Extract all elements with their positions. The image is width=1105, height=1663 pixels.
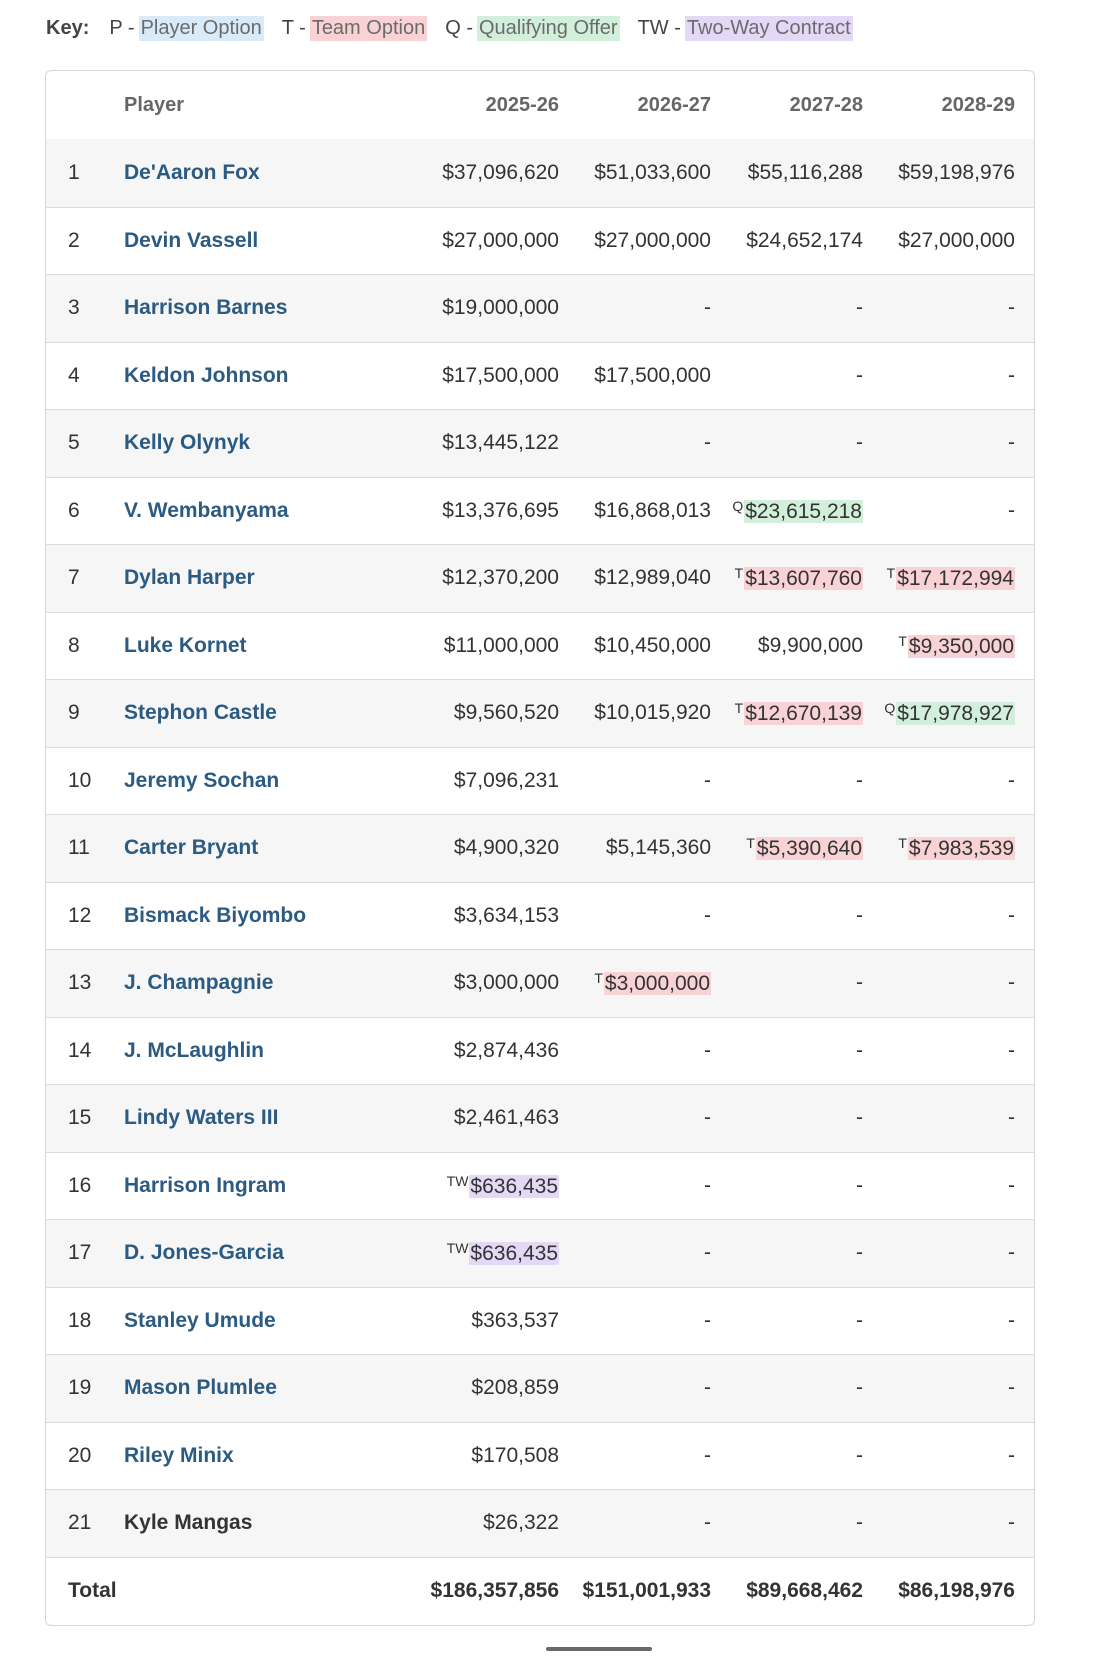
rank-number: 3 xyxy=(68,296,80,320)
salary-cell: - xyxy=(1008,768,1015,792)
salary-cell: $19,000,000 xyxy=(442,296,559,320)
salary-cell: - xyxy=(856,1241,863,1265)
rank-number: 11 xyxy=(68,836,90,860)
key-item-team-option xyxy=(282,16,427,41)
salary-cell: - xyxy=(1008,1173,1015,1197)
table-row xyxy=(46,207,1034,275)
column-header-player[interactable]: Player xyxy=(124,93,185,116)
key-abbr: Q - xyxy=(445,16,473,39)
salary-cell: $16,868,013 xyxy=(594,498,711,522)
salary-cell xyxy=(746,835,863,861)
salary-amount: $9,350,000 xyxy=(908,634,1014,658)
rank-number: 5 xyxy=(68,431,80,455)
salary-cell: - xyxy=(704,768,711,792)
rank-number: 14 xyxy=(68,1038,92,1062)
salary-cell: - xyxy=(1008,363,1015,387)
salary-cell: - xyxy=(1008,1308,1015,1332)
player-link[interactable]: Devin Vassell xyxy=(124,228,259,252)
salary-cell: - xyxy=(856,1443,863,1467)
rank-number: 7 xyxy=(68,566,80,590)
player-link[interactable]: Luke Kornet xyxy=(124,633,247,657)
salary-cell xyxy=(732,498,863,524)
table-row xyxy=(46,1489,1034,1557)
player-link[interactable]: Harrison Ingram xyxy=(124,1173,287,1197)
salary-cell: - xyxy=(704,1241,711,1265)
salary-cell: $3,634,153 xyxy=(453,903,559,927)
key-item-two-way-contract xyxy=(638,16,853,41)
key-abbr: P - xyxy=(109,16,135,39)
salary-cell: - xyxy=(856,431,863,455)
table-row xyxy=(46,477,1034,545)
table-total-row xyxy=(46,1557,1034,1625)
total-value: $86,198,976 xyxy=(898,1579,1015,1602)
total-label: Total xyxy=(68,1579,117,1602)
salary-cell: $27,000,000 xyxy=(594,228,711,252)
player-link[interactable]: Bismack Biyombo xyxy=(124,903,307,927)
table-row xyxy=(46,949,1034,1017)
player-link[interactable]: Stephon Castle xyxy=(124,701,277,725)
salary-cell: $9,560,520 xyxy=(453,701,559,725)
salary-cell: - xyxy=(856,296,863,320)
table-row xyxy=(46,274,1034,342)
salary-cell: $27,000,000 xyxy=(442,228,559,252)
salary-cell: $26,322 xyxy=(483,1511,559,1535)
salary-cell: - xyxy=(856,363,863,387)
table-row xyxy=(46,544,1034,612)
salary-cell: - xyxy=(856,1106,863,1130)
salary-cell: $363,537 xyxy=(471,1308,559,1332)
salary-cell: - xyxy=(856,1173,863,1197)
key-label: Qualifying Offer xyxy=(478,16,618,39)
player-link[interactable]: Kelly Olynyk xyxy=(124,431,251,455)
rank-number: 20 xyxy=(68,1443,92,1467)
key-label: Two-Way Contract xyxy=(686,16,851,39)
table-row xyxy=(46,1354,1034,1422)
player-link[interactable]: J. McLaughlin xyxy=(124,1038,265,1062)
rank-number: 13 xyxy=(68,971,92,995)
salary-cell: - xyxy=(704,1443,711,1467)
salary-cell: - xyxy=(856,1376,863,1400)
contract-tag: T xyxy=(886,565,896,582)
salary-cell: $9,900,000 xyxy=(757,633,863,657)
contract-tag: T xyxy=(898,632,907,649)
salary-amount: $3,000,000 xyxy=(604,972,710,996)
salary-cell: $37,096,620 xyxy=(442,160,559,184)
salary-cell: $10,015,920 xyxy=(594,701,711,725)
salary-cell xyxy=(447,1240,559,1266)
rank-number: 10 xyxy=(68,768,92,792)
salary-cell: $5,145,360 xyxy=(605,836,711,860)
salary-amount: $5,390,640 xyxy=(756,837,862,861)
rank-number: 12 xyxy=(68,903,92,927)
column-header-season[interactable]: 2026-27 xyxy=(637,93,711,116)
salary-cell: - xyxy=(1008,903,1015,927)
salary-cell: $12,370,200 xyxy=(442,566,559,590)
salary-cell: - xyxy=(704,296,711,320)
player-link[interactable]: D. Jones-Garcia xyxy=(124,1241,284,1265)
key-item-qualifying-offer xyxy=(445,16,619,41)
salary-cell: $17,500,000 xyxy=(594,363,711,387)
salary-cell xyxy=(884,700,1015,726)
salary-cell xyxy=(594,970,711,996)
salary-cell: $2,874,436 xyxy=(453,1038,559,1062)
salary-cell: - xyxy=(1008,1241,1015,1265)
salary-cell: $24,652,174 xyxy=(746,228,863,252)
player-link[interactable]: Stanley Umude xyxy=(124,1308,276,1332)
key-label: Team Option xyxy=(311,16,426,39)
salary-cell: $10,450,000 xyxy=(594,633,711,657)
contract-tag: TW xyxy=(446,1172,469,1189)
player-link[interactable]: Jeremy Sochan xyxy=(124,768,280,792)
salary-cell: - xyxy=(704,1308,711,1332)
salary-cell: - xyxy=(704,1376,711,1400)
salary-cell: - xyxy=(856,971,863,995)
salary-cell xyxy=(887,565,1015,591)
contract-tag: T xyxy=(746,835,755,852)
rank-number: 15 xyxy=(68,1106,92,1130)
salary-cell: $13,445,122 xyxy=(442,431,559,455)
contract-tag: T xyxy=(898,835,907,852)
table-body xyxy=(46,139,1034,1557)
key-abbr: T - xyxy=(281,16,306,39)
contract-tag: T xyxy=(734,700,744,717)
salary-cell: - xyxy=(856,1038,863,1062)
total-value: $186,357,856 xyxy=(430,1579,559,1602)
salary-cell: - xyxy=(856,1511,863,1535)
salary-cell: $59,198,976 xyxy=(898,160,1015,184)
salary-cell xyxy=(898,633,1015,659)
salary-cell: - xyxy=(704,431,711,455)
table-row xyxy=(46,747,1034,815)
table-row xyxy=(46,1017,1034,1085)
salary-cell: $17,500,000 xyxy=(442,363,559,387)
table-row xyxy=(46,612,1034,680)
total-value: $89,668,462 xyxy=(746,1579,863,1602)
player-link[interactable]: Riley Minix xyxy=(124,1443,234,1467)
player-link[interactable]: Lindy Waters III xyxy=(124,1106,279,1130)
table-row xyxy=(46,814,1034,882)
rank-number: 9 xyxy=(68,701,80,725)
salary-cell: $27,000,000 xyxy=(898,228,1015,252)
table-row xyxy=(46,139,1034,207)
column-header-season[interactable]: 2027-28 xyxy=(789,93,863,116)
player-link[interactable]: Dylan Harper xyxy=(124,566,255,590)
key-label: Player Option xyxy=(140,16,262,39)
key-legend xyxy=(46,12,871,44)
contract-tag: Q xyxy=(732,497,744,514)
rank-number: 1 xyxy=(68,160,80,184)
player-link[interactable]: V. Wembanyama xyxy=(124,498,289,522)
player-name: Kyle Mangas xyxy=(124,1511,253,1535)
table-row xyxy=(46,342,1034,410)
table-row xyxy=(46,1287,1034,1355)
salary-cell: $51,033,600 xyxy=(594,160,711,184)
rank-number: 19 xyxy=(68,1376,92,1400)
contract-tag: TW xyxy=(446,1240,469,1257)
salary-cell: - xyxy=(704,1173,711,1197)
salary-amount: $636,435 xyxy=(470,1174,558,1198)
salary-cell: - xyxy=(1008,1106,1015,1130)
contract-tag: Q xyxy=(884,700,896,717)
key-abbr: TW - xyxy=(637,16,681,39)
rank-number: 17 xyxy=(68,1241,92,1265)
table-row xyxy=(46,409,1034,477)
salary-amount: $12,670,139 xyxy=(745,702,862,726)
salary-cell: - xyxy=(704,903,711,927)
salary-cell: - xyxy=(856,1308,863,1332)
salary-cell: - xyxy=(1008,1376,1015,1400)
salary-cell xyxy=(898,835,1015,861)
player-link[interactable]: Carter Bryant xyxy=(124,836,259,860)
salary-cell: $2,461,463 xyxy=(453,1106,559,1130)
salary-cell: $7,096,231 xyxy=(453,768,559,792)
rank-number: 2 xyxy=(68,228,80,252)
rank-number: 8 xyxy=(68,633,80,657)
table-row xyxy=(46,882,1034,950)
salary-cell: $208,859 xyxy=(471,1376,559,1400)
salary-amount: $7,983,539 xyxy=(908,837,1014,861)
table-row xyxy=(46,1152,1034,1220)
rank-number: 21 xyxy=(68,1511,92,1535)
salary-table xyxy=(45,70,1035,1626)
key-title: Key: xyxy=(46,16,90,39)
salary-cell: $11,000,000 xyxy=(443,633,559,657)
column-header-season[interactable]: 2025-26 xyxy=(485,93,559,116)
rank-number: 18 xyxy=(68,1308,92,1332)
salary-cell: - xyxy=(1008,971,1015,995)
salary-cell: - xyxy=(704,1106,711,1130)
salary-amount: $23,615,218 xyxy=(745,499,862,523)
salary-cell: - xyxy=(1008,1511,1015,1535)
salary-cell: - xyxy=(1008,1038,1015,1062)
salary-cell: $55,116,288 xyxy=(747,160,863,184)
salary-cell: $170,508 xyxy=(471,1443,559,1467)
contract-tag: T xyxy=(594,970,603,987)
salary-amount: $13,607,760 xyxy=(745,567,862,591)
player-link[interactable]: Mason Plumlee xyxy=(124,1376,277,1400)
salary-cell: $3,000,000 xyxy=(453,971,559,995)
player-link[interactable]: Keldon Johnson xyxy=(124,363,289,387)
key-item-player-option xyxy=(109,16,263,41)
rank-number: 6 xyxy=(68,498,80,522)
salary-cell: - xyxy=(1008,296,1015,320)
salary-cell: - xyxy=(856,903,863,927)
salary-cell: $4,900,320 xyxy=(453,836,559,860)
player-link[interactable]: J. Champagnie xyxy=(124,971,274,995)
table-row xyxy=(46,1084,1034,1152)
total-value: $151,001,933 xyxy=(582,1579,711,1602)
salary-cell xyxy=(735,700,863,726)
salary-cell: - xyxy=(704,1038,711,1062)
salary-cell: - xyxy=(1008,431,1015,455)
contract-tag: T xyxy=(734,565,744,582)
salary-cell xyxy=(735,565,863,591)
table-header-row xyxy=(46,71,1034,139)
salary-amount: $17,978,927 xyxy=(897,702,1014,726)
salary-cell xyxy=(447,1173,559,1199)
table-row xyxy=(46,1219,1034,1287)
salary-cell: $12,989,040 xyxy=(594,566,711,590)
table-row xyxy=(46,1422,1034,1490)
salary-cell: $13,376,695 xyxy=(442,498,559,522)
scroll-indicator xyxy=(546,1647,652,1651)
player-link[interactable]: Harrison Barnes xyxy=(124,296,288,320)
rank-number: 4 xyxy=(68,363,80,387)
salary-cell: - xyxy=(1008,498,1015,522)
salary-cell: - xyxy=(704,1511,711,1535)
rank-number: 16 xyxy=(68,1173,92,1197)
table-row xyxy=(46,679,1034,747)
salary-amount: $17,172,994 xyxy=(897,567,1014,591)
salary-amount: $636,435 xyxy=(470,1242,558,1266)
salary-cell: - xyxy=(856,768,863,792)
salary-cell: - xyxy=(1008,1443,1015,1467)
player-link[interactable]: De'Aaron Fox xyxy=(124,160,260,184)
column-header-season[interactable]: 2028-29 xyxy=(941,93,1015,116)
